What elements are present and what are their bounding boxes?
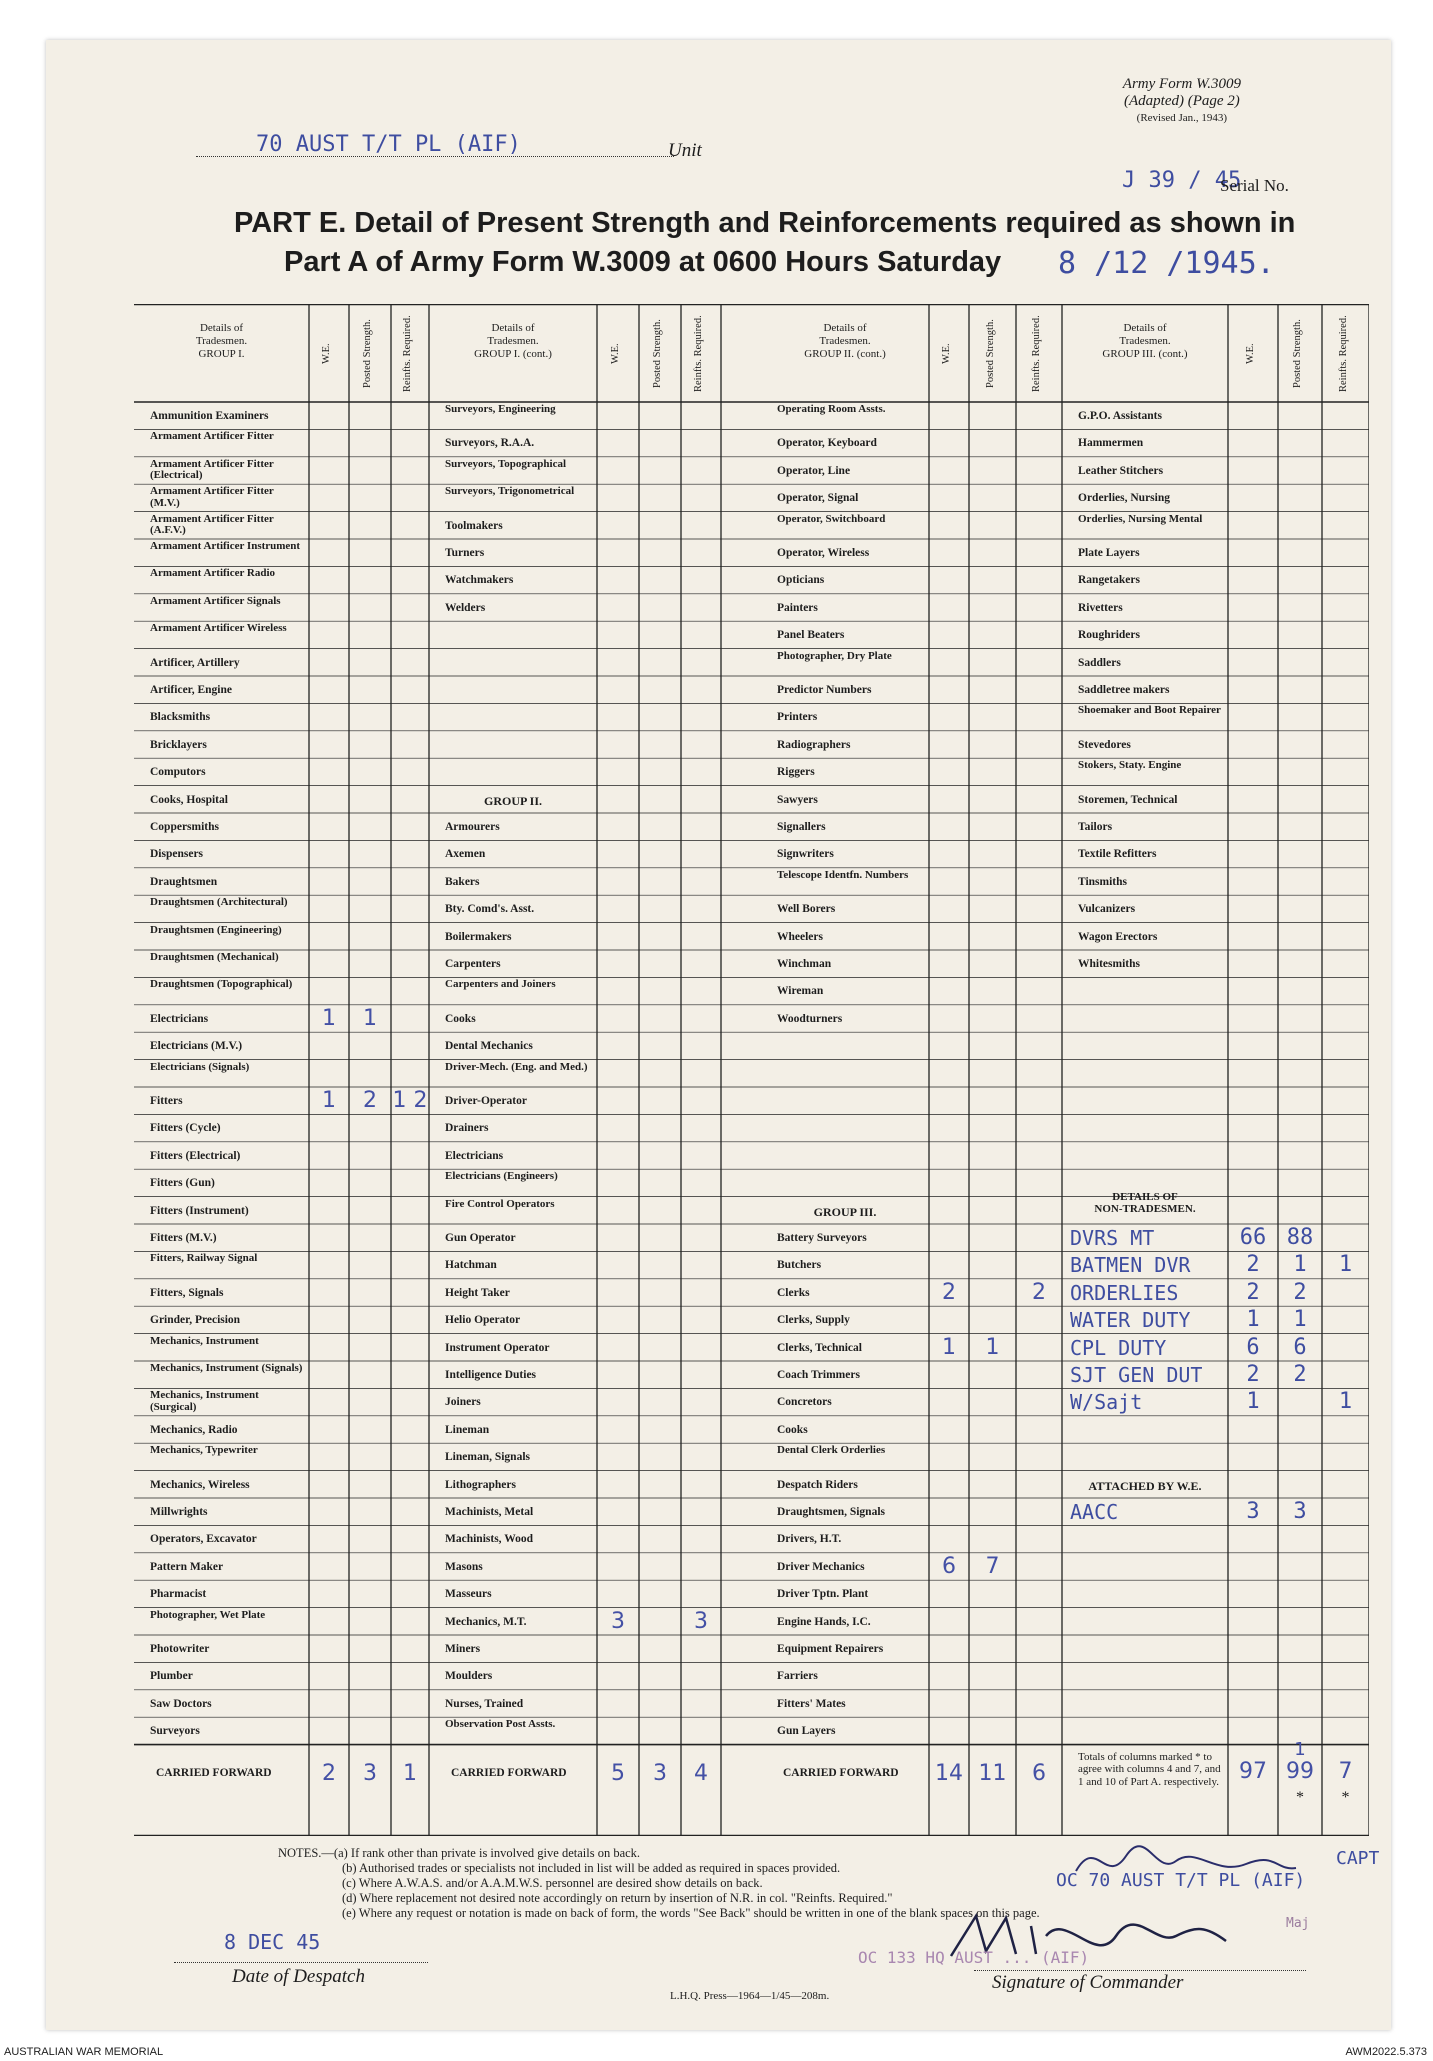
- trade-label: Machinists, Metal: [445, 1506, 534, 1518]
- entry-posted: 2: [363, 1088, 377, 1113]
- trade-label: Signwriters: [777, 848, 834, 861]
- trade-label: Surveyors, Engineering: [445, 403, 556, 415]
- trade-label: Masseurs: [445, 1588, 492, 1601]
- trade-label: Leather Stitchers: [1078, 464, 1164, 477]
- trade-label: Turners: [445, 547, 485, 559]
- trade-label: Drainers: [445, 1122, 489, 1135]
- carried-forward-label: CARRIED FORWARD: [451, 1766, 567, 1779]
- unit-label: Unit: [668, 140, 702, 161]
- trade-label: Cooks, Hospital: [150, 793, 228, 806]
- trade-label: Electricians: [150, 1012, 209, 1025]
- non-tradesman-we: 2: [1246, 1362, 1260, 1387]
- trade-label: Bakers: [445, 875, 480, 888]
- non-tradesman-reinfts: 1: [1338, 1389, 1353, 1415]
- notes: [278, 1846, 1040, 1921]
- trade-label: Draughtsmen (Engineering): [150, 923, 282, 936]
- credit-left: AUSTRALIAN WAR MEMORIAL: [4, 2046, 164, 2058]
- trade-label: Wagon Erectors: [1078, 930, 1158, 943]
- trade-label: Intelligence Duties: [445, 1369, 537, 1381]
- trade-label: Computors: [150, 766, 206, 779]
- trade-label: Armament Artificer Fitter (A.F.V.): [150, 512, 274, 537]
- trade-label: Instrument Operator: [445, 1341, 550, 1354]
- non-tradesman-we: 66: [1239, 1225, 1267, 1250]
- entry-we: 1: [322, 1088, 336, 1113]
- trade-label: Clerks: [777, 1286, 810, 1299]
- non-tradesman-posted: 2: [1293, 1362, 1307, 1387]
- trade-label: Concretors: [777, 1396, 832, 1409]
- trade-label: Whitesmiths: [1078, 958, 1140, 970]
- credit-right: AWM2022.5.373: [1345, 2046, 1427, 2058]
- totals-note: Totals of columns marked * to agree with columns 4 and 7, and 1 and 10 of Part A. respectively.: [1078, 1750, 1221, 1788]
- trade-label: Mechanics, Radio: [150, 1423, 238, 1436]
- total-reinfts: 7: [1338, 1758, 1353, 1784]
- trade-label: Operator, Wireless: [777, 547, 870, 559]
- trade-label: Engine Hands, I.C.: [777, 1615, 871, 1628]
- trade-label: Electricians (Signals): [150, 1060, 250, 1073]
- star-mark-posted: *: [1296, 1788, 1304, 1806]
- stamp-oc-unit: OC 70 AUST T/T PL (AIF): [1056, 1870, 1306, 1891]
- header-we: W.E.: [941, 343, 952, 365]
- carried-forward-posted: 3: [653, 1760, 667, 1786]
- trade-label: Bricklayers: [150, 738, 207, 751]
- trade-label: Masons: [445, 1560, 483, 1573]
- trade-label: Winchman: [777, 958, 832, 970]
- entry-posted: 7: [985, 1553, 1000, 1579]
- trade-label: Fitters (M.V.): [150, 1232, 217, 1244]
- note-a: NOTES.—(a) If rank other than private is involved give details on back.: [278, 1846, 641, 1860]
- trade-label: Operators, Excavator: [150, 1533, 257, 1546]
- header-reinfts: Reinfts. Required.: [402, 315, 413, 393]
- carried-forward-reinfts: 1: [403, 1760, 417, 1786]
- trade-label: Axemen: [445, 848, 486, 861]
- trade-label: Fitters' Mates: [777, 1697, 846, 1710]
- note-c: (c) Where A.W.A.S. and/or A.A.M.W.S. personnel are desired show details on back.: [342, 1876, 763, 1890]
- trade-label: Plumber: [150, 1670, 193, 1683]
- trade-label: Radiographers: [777, 738, 851, 751]
- trade-label: Operator, Signal: [777, 492, 859, 505]
- trade-label: Despatch Riders: [777, 1478, 858, 1491]
- trade-label: Storemen, Technical: [1078, 793, 1178, 806]
- trade-label: Draughtsmen (Topographical): [150, 978, 293, 991]
- trade-label: Mechanics, Instrument (Signals): [150, 1362, 303, 1374]
- note-d: (d) Where replacement not desired note accordingly on return by insertion of N.R. in col. "Reinfts. Required.": [342, 1891, 893, 1905]
- entry-reinfts: 1 2: [392, 1088, 428, 1113]
- header-reinfts: Reinfts. Required.: [1337, 315, 1349, 393]
- trade-label: Fitters (Electrical): [150, 1149, 241, 1162]
- non-tradesman-posted: 3: [1293, 1499, 1307, 1524]
- trade-label: Gun Operator: [445, 1232, 516, 1244]
- signature-label: Signature of Commander: [992, 1972, 1184, 1993]
- details-header: Details of Tradesmen. GROUP I. (cont.): [474, 322, 552, 360]
- trade-label: Electricians (Engineers): [445, 1170, 558, 1183]
- trade-label: Clerks, Technical: [777, 1341, 862, 1354]
- trade-label: Farriers: [777, 1670, 818, 1683]
- trade-label: Equipment Repairers: [777, 1643, 884, 1655]
- trade-label: Observation Post Assts.: [445, 1718, 556, 1731]
- header-posted: Posted Strength.: [362, 319, 373, 389]
- trade-label: Fitters: [150, 1095, 183, 1107]
- carried-forward-label: CARRIED FORWARD: [783, 1766, 899, 1779]
- trade-label: Clerks, Supply: [777, 1314, 850, 1327]
- trade-label: Sawyers: [777, 793, 818, 806]
- trade-label: Painters: [777, 601, 818, 614]
- title-line-2: Part A of Army Form W.3009 at 0600 Hours Saturday: [284, 246, 1002, 278]
- trade-label: Draughtsmen (Architectural): [150, 896, 288, 909]
- non-tradesman-posted: 2: [1293, 1279, 1307, 1305]
- entry-posted: 1: [985, 1334, 1000, 1360]
- trade-label: Panel Beaters: [777, 629, 845, 642]
- trade-label: Mechanics, M.T.: [445, 1615, 527, 1628]
- trade-label: Mechanics, Instrument: [150, 1334, 259, 1347]
- carried-forward-posted: 3: [363, 1760, 377, 1786]
- non-tradesman-name: AACC: [1070, 1500, 1119, 1524]
- trade-label: Woodturners: [777, 1012, 843, 1025]
- trade-label: Mechanics, Typewriter: [150, 1444, 258, 1457]
- non-tradesman-posted: 1: [1293, 1252, 1307, 1278]
- entry-posted: 1: [363, 1005, 377, 1031]
- trade-label: Stevedores: [1078, 738, 1131, 751]
- non-tradesman-we: 1: [1246, 1389, 1260, 1415]
- trade-label: Bty. Comd's. Asst.: [445, 903, 535, 916]
- trade-label: Draughtsmen (Mechanical): [150, 951, 279, 963]
- non-tradesman-posted: 88: [1286, 1225, 1314, 1250]
- trade-label: Driver Tptn. Plant: [777, 1588, 869, 1601]
- trade-label: Fitters, Railway Signal: [150, 1252, 258, 1265]
- title-line-1: PART E. Detail of Present Strength and Reinforcements required as shown in: [234, 207, 1296, 239]
- signature-line: [974, 1970, 1306, 1971]
- non-tradesman-we: 1: [1246, 1307, 1260, 1333]
- non-tradesmen-header: DETAILS OF NON-TRADESMEN.: [1094, 1190, 1196, 1215]
- non-tradesman-name: ORDERLIES: [1070, 1280, 1179, 1305]
- entry-we: 3: [611, 1608, 625, 1634]
- trade-label: Photographer, Dry Plate: [777, 649, 892, 662]
- trade-label: Fire Control Operators: [445, 1197, 555, 1210]
- trade-label: Signallers: [777, 821, 826, 833]
- trade-label: Moulders: [445, 1670, 493, 1683]
- report-date: 8 /12 /1945.: [1058, 246, 1275, 281]
- trade-label: Grinder, Precision: [150, 1314, 241, 1327]
- serial-value: J 39 / 45: [1122, 168, 1242, 193]
- header-reinfts: Reinfts. Required.: [693, 315, 704, 393]
- trade-label: Tinsmiths: [1078, 875, 1128, 888]
- trade-label: Fitters (Cycle): [150, 1122, 221, 1135]
- entry-reinfts: 3: [694, 1608, 708, 1634]
- trade-label: Rivetters: [1078, 601, 1123, 614]
- trade-label: Boilermakers: [445, 930, 512, 943]
- trade-label: Pattern Maker: [150, 1560, 224, 1573]
- non-tradesman-name: DVRS MT: [1070, 1226, 1155, 1250]
- trade-label: Height Taker: [445, 1286, 510, 1299]
- trade-label: Operator, Switchboard: [777, 512, 886, 525]
- total-we: 97: [1239, 1758, 1267, 1784]
- trade-label: Draughtsmen, Signals: [777, 1506, 885, 1518]
- star-mark-reinfts: *: [1341, 1788, 1350, 1806]
- trade-label: Saw Doctors: [150, 1697, 212, 1710]
- trade-label: Predictor Numbers: [777, 684, 872, 696]
- despatch-line: [174, 1962, 428, 1963]
- trade-label: Operating Room Assts.: [777, 403, 886, 415]
- table-rules: [134, 304, 1369, 1836]
- despatch-label: Date of Despatch: [232, 1966, 365, 1987]
- trade-label: Artificer, Engine: [150, 684, 232, 696]
- header-reinfts: Reinfts. Required.: [1031, 315, 1042, 393]
- trade-label: Printers: [777, 711, 818, 724]
- trade-label: Driver-Mech. (Eng. and Med.): [445, 1060, 588, 1073]
- trade-label: Lineman: [445, 1423, 490, 1436]
- trade-label: Hammermen: [1078, 437, 1144, 450]
- trade-label: Armament Artificer Signals: [150, 594, 281, 607]
- carried-forward-label: CARRIED FORWARD: [156, 1766, 272, 1779]
- header-we: W.E.: [321, 343, 332, 365]
- attached-header: ATTACHED BY W.E.: [1088, 1478, 1202, 1493]
- non-tradesman-we: 2: [1246, 1279, 1260, 1305]
- stamp-second-rank: Maj: [1286, 1916, 1310, 1931]
- trade-label: Stokers, Staty. Engine: [1078, 759, 1182, 772]
- trade-label: Tailors: [1078, 821, 1113, 833]
- non-tradesman-name: WATER DUTY: [1070, 1308, 1191, 1333]
- trade-label: Saddletree makers: [1078, 684, 1170, 696]
- trade-label: Armament Artificer Fitter: [150, 430, 274, 443]
- despatch-date: 8 DEC 45: [224, 1930, 321, 1954]
- non-tradesman-name: CPL DUTY: [1070, 1335, 1167, 1360]
- form-reference: [1123, 76, 1241, 127]
- details-header: Details of Tradesmen. GROUP II. (cont.): [804, 322, 886, 360]
- non-tradesman-we: 6: [1246, 1334, 1260, 1360]
- stamp-second-unit: OC 133 HQ AUST ... (AIF): [858, 1948, 1090, 1967]
- strength-table: [134, 304, 1369, 1836]
- trade-label: Opticians: [777, 574, 825, 587]
- trade-label: Dental Mechanics: [445, 1040, 533, 1053]
- trade-label: Dispensers: [150, 848, 204, 861]
- stamp-rank: CAPT: [1336, 1848, 1380, 1869]
- trade-label: Driver-Operator: [445, 1095, 527, 1107]
- note-b: (b) Authorised trades or specialists not included in list will be added as required in spaces provided.: [342, 1861, 841, 1875]
- trade-label: Battery Surveyors: [777, 1232, 867, 1244]
- trade-label: Telescope Identfn. Numbers: [777, 868, 909, 881]
- form-name: Army Form W.3009: [1122, 76, 1241, 92]
- trade-label: Artificer, Artillery: [150, 656, 240, 669]
- trade-label: Surveyors: [150, 1725, 200, 1738]
- carried-forward-posted: 11: [978, 1760, 1007, 1786]
- non-tradesman-reinfts: 1: [1338, 1252, 1353, 1278]
- trade-label: Fitters (Instrument): [150, 1204, 249, 1217]
- carried-forward-reinfts: 6: [1032, 1760, 1046, 1786]
- trade-label: Saddlers: [1078, 656, 1121, 669]
- trade-label: Carpenters and Joiners: [445, 978, 556, 991]
- group-heading: GROUP II.: [483, 793, 542, 808]
- non-tradesman-name: W/Sajt: [1070, 1390, 1143, 1415]
- trade-label: Ammunition Examiners: [150, 410, 269, 422]
- entry-we: 6: [942, 1553, 956, 1579]
- trade-label: Electricians: [445, 1149, 504, 1162]
- trade-label: Surveyors, Topographical: [445, 457, 567, 470]
- trade-label: Mechanics, Wireless: [150, 1478, 250, 1491]
- non-tradesman-name: SJT GEN DUT: [1070, 1363, 1203, 1387]
- trade-label: Joiners: [445, 1396, 481, 1409]
- trade-label: Orderlies, Nursing Mental: [1078, 512, 1203, 525]
- trade-label: Surveyors, R.A.A.: [445, 437, 535, 450]
- trade-label: Armament Artificer Fitter (Electrical): [150, 457, 274, 482]
- trade-label: Armament Artificer Wireless: [150, 622, 287, 635]
- trade-label: G.P.O. Assistants: [1078, 410, 1162, 422]
- trade-label: Fitters (Gun): [150, 1177, 215, 1190]
- header-posted: Posted Strength.: [984, 319, 996, 389]
- entry-reinfts: 2: [1032, 1279, 1046, 1305]
- note-e: (e) Where any request or notation is made on back of form, the words "See Back" should be written in one of the blank spaces on this page.: [342, 1906, 1040, 1920]
- trade-label: Operator, Line: [777, 464, 851, 477]
- trade-label: Surveyors, Trigonometrical: [445, 485, 575, 498]
- trade-label: Shoemaker and Boot Repairer: [1078, 704, 1221, 717]
- entry-we: 2: [942, 1279, 956, 1305]
- trade-label: Cooks: [445, 1012, 476, 1025]
- trade-label: Dental Clerk Orderlies: [777, 1444, 886, 1457]
- trade-label: Mechanics, Instrument (Surgical): [150, 1389, 259, 1413]
- group-heading: GROUP III.: [813, 1204, 877, 1219]
- trade-label: Roughriders: [1078, 629, 1140, 642]
- trade-label: Blacksmiths: [150, 711, 211, 724]
- trade-label: Armament Artificer Fitter (M.V.): [150, 485, 274, 509]
- header-we: W.E.: [610, 343, 621, 365]
- trade-label: Hatchman: [445, 1259, 497, 1272]
- details-header: Details of Tradesmen. GROUP III. (cont.): [1102, 322, 1188, 360]
- non-tradesman-name: BATMEN DVR: [1070, 1253, 1191, 1278]
- trade-label: Wheelers: [777, 930, 823, 943]
- form-adapted: (Adapted) (Page 2): [1124, 93, 1240, 109]
- trade-label: Drivers, H.T.: [777, 1533, 842, 1546]
- trade-label: Orderlies, Nursing: [1078, 492, 1170, 505]
- details-header: Details of Tradesmen. GROUP I.: [195, 322, 248, 360]
- trade-label: Carpenters: [445, 958, 501, 970]
- trade-label: Armament Artificer Radio: [150, 567, 276, 580]
- trade-label: Machinists, Wood: [445, 1533, 533, 1546]
- unit-value: 70 AUST T/T PL (AIF): [256, 132, 521, 157]
- trade-label: Millwrights: [150, 1506, 208, 1518]
- trade-label: Fitters, Signals: [150, 1286, 224, 1299]
- header-posted: Posted Strength.: [1292, 319, 1303, 389]
- trade-label: Electricians (M.V.): [150, 1040, 243, 1053]
- serial-label: Serial No.: [1220, 176, 1289, 195]
- total-posted: 99: [1286, 1758, 1314, 1784]
- trade-label: Coach Trimmers: [777, 1369, 860, 1381]
- trade-label: Butchers: [777, 1259, 822, 1272]
- trade-label: Welders: [445, 601, 486, 614]
- trade-label: Cooks: [777, 1423, 808, 1436]
- trade-label: Lithographers: [445, 1478, 516, 1491]
- non-tradesman-posted: 1: [1293, 1307, 1307, 1333]
- trade-label: Well Borers: [777, 903, 836, 916]
- trade-label: Toolmakers: [445, 519, 503, 532]
- trade-label: Lineman, Signals: [445, 1451, 530, 1464]
- non-tradesman-we: 3: [1246, 1499, 1260, 1524]
- trade-label: Watchmakers: [445, 574, 514, 587]
- trade-label: Armament Artificer Instrument: [150, 540, 301, 552]
- entry-we: 1: [942, 1334, 956, 1360]
- total-posted-correction: 1: [1294, 1738, 1306, 1760]
- form-page: [46, 40, 1391, 2030]
- trade-label: Photographer, Wet Plate: [150, 1608, 266, 1621]
- trade-label: Armourers: [445, 821, 500, 833]
- trade-label: Coppersmiths: [150, 821, 220, 833]
- trade-label: Nurses, Trained: [445, 1697, 524, 1710]
- trade-label: Draughtsmen: [150, 875, 218, 888]
- carried-forward-reinfts: 4: [694, 1760, 708, 1786]
- trade-label: Rangetakers: [1078, 574, 1140, 587]
- carried-forward-we: 2: [322, 1760, 336, 1786]
- trade-label: Textile Refitters: [1078, 848, 1157, 861]
- non-tradesman-posted: 6: [1293, 1334, 1307, 1360]
- trade-label: Pharmacist: [150, 1588, 207, 1601]
- trade-label: Riggers: [777, 766, 815, 779]
- trade-label: Photowriter: [150, 1643, 210, 1655]
- form-revised: (Revised Jan., 1943): [1136, 112, 1228, 124]
- non-tradesman-we: 2: [1246, 1252, 1260, 1278]
- trade-label: Plate Layers: [1078, 547, 1140, 559]
- header-we: W.E.: [1245, 343, 1256, 365]
- carried-forward-we: 14: [935, 1760, 963, 1786]
- header-posted: Posted Strength.: [652, 319, 663, 389]
- trade-label: Gun Layers: [777, 1725, 836, 1738]
- trade-label: Wireman: [777, 985, 824, 998]
- trade-label: Vulcanizers: [1078, 903, 1136, 916]
- trade-label: Helio Operator: [445, 1314, 521, 1327]
- entry-we: 1: [322, 1005, 336, 1031]
- press-info: L.H.Q. Press—1964—1/45—208m.: [670, 1990, 830, 2002]
- carried-forward-we: 5: [611, 1760, 625, 1786]
- trade-label: Miners: [445, 1643, 481, 1655]
- trade-label: Operator, Keyboard: [777, 437, 877, 450]
- trade-label: Driver Mechanics: [777, 1560, 865, 1573]
